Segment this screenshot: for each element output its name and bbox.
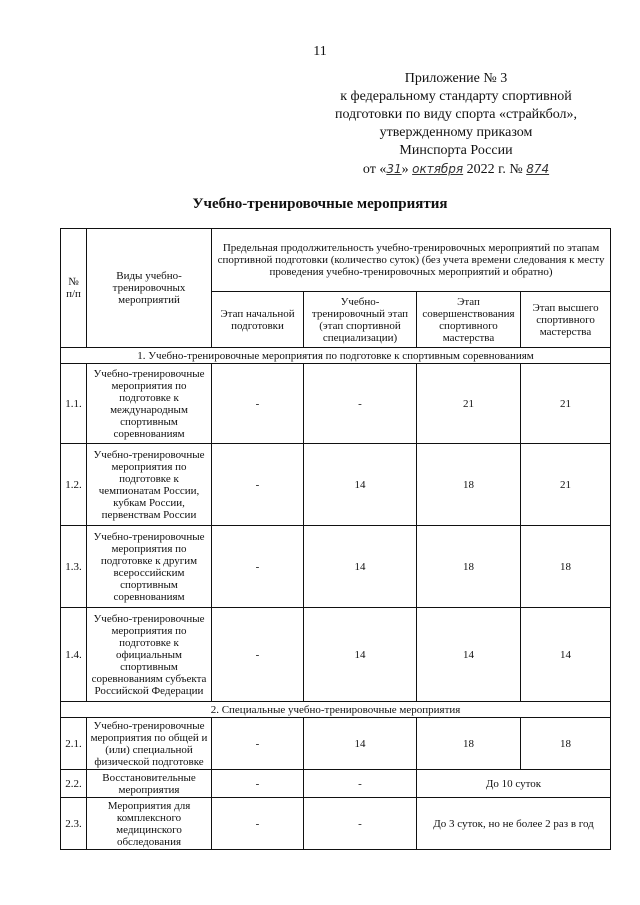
row-name: Восстановительные мероприятия <box>87 770 212 798</box>
row-value: - <box>304 798 417 850</box>
row-value: - <box>212 526 304 608</box>
row-value: - <box>212 608 304 702</box>
row-value: - <box>212 444 304 526</box>
header-stage-3: Этап совершенствования спортивного мастерства <box>417 292 521 348</box>
appendix-line-4: утвержденному приказом <box>379 125 533 140</box>
header-stage-2: Учебно-тренировочный этап (этап спортивной специализации) <box>304 292 417 348</box>
row-name: Мероприятия для комплексного медицинского обследования <box>87 798 212 850</box>
row-value: - <box>212 798 304 850</box>
row-value: 14 <box>304 526 417 608</box>
row-merged-value: До 3 суток, но не более 2 раз в год <box>417 798 611 850</box>
row-value: 18 <box>417 444 521 526</box>
row-value: - <box>212 770 304 798</box>
date-month: октября <box>412 162 464 176</box>
row-value: 18 <box>417 526 521 608</box>
row-name: Учебно-тренировочные мероприятия по подготовке к другим всероссийским спортивным соревнованиям <box>87 526 212 608</box>
date-mid: » <box>401 162 413 177</box>
table-row <box>61 526 611 608</box>
row-num: 2.3. <box>61 798 87 850</box>
row-value: 14 <box>304 608 417 702</box>
header-stage-1: Этап начальной подготовки <box>212 292 304 348</box>
table-row <box>61 718 611 770</box>
section-2-title: 2. Специальные учебно-тренировочные мероприятия <box>61 702 611 718</box>
row-merged-value: До 10 суток <box>417 770 611 798</box>
page-number: 11 <box>313 44 327 59</box>
date-prefix: от « <box>362 162 387 177</box>
row-num: 1.1. <box>61 364 87 444</box>
appendix-line-3: подготовки по виду спорта «страйкбол», <box>334 107 578 122</box>
row-value: - <box>304 364 417 444</box>
header-type: Виды учебно-тренировочных мероприятий <box>87 229 212 348</box>
appendix-header <box>306 70 606 179</box>
row-value: 18 <box>417 718 521 770</box>
header-group: Предельная продолжительность учебно-тренировочных мероприятий по этапам спортивной подготовки (количество суток) (без учета времени следования к месту проведения учебно-тренировочных мероприятий и обратно) <box>212 229 611 292</box>
training-table <box>60 228 611 850</box>
row-name: Учебно-тренировочные мероприятия по подготовке к международным спортивным соревнованиям <box>87 364 212 444</box>
row-value: 14 <box>521 608 611 702</box>
table-row <box>61 364 611 444</box>
table-row <box>61 798 611 850</box>
header-num: № п/п <box>61 229 87 348</box>
row-name: Учебно-тренировочные мероприятия по подготовке к чемпионатам России, кубкам России, первенствам России <box>87 444 212 526</box>
appendix-line-1: Приложение № 3 <box>404 71 508 86</box>
row-num: 1.4. <box>61 608 87 702</box>
row-value: 18 <box>521 526 611 608</box>
order-date-line <box>306 160 606 179</box>
row-name: Учебно-тренировочные мероприятия по подготовке к официальным спортивным соревнованиям субъекта Российской Федерации <box>87 608 212 702</box>
row-num: 2.1. <box>61 718 87 770</box>
table-row <box>61 444 611 526</box>
row-num: 1.3. <box>61 526 87 608</box>
appendix-line-2: к федеральному стандарту спортивной <box>340 89 572 104</box>
row-value: - <box>212 718 304 770</box>
row-value: 14 <box>304 444 417 526</box>
row-value: 14 <box>417 608 521 702</box>
row-value: 21 <box>521 444 611 526</box>
table-row <box>61 770 611 798</box>
row-value: 21 <box>417 364 521 444</box>
table-row <box>61 608 611 702</box>
row-value: 18 <box>521 718 611 770</box>
order-number: 874 <box>526 162 550 176</box>
date-year: 2022 г. № <box>463 162 527 177</box>
row-num: 1.2. <box>61 444 87 526</box>
row-num: 2.2. <box>61 770 87 798</box>
appendix-line-5: Минспорта России <box>399 143 513 158</box>
row-value: - <box>304 770 417 798</box>
page-title: Учебно-тренировочные мероприятия <box>192 196 448 212</box>
row-value: 21 <box>521 364 611 444</box>
section-1-title: 1. Учебно-тренировочные мероприятия по подготовке к спортивным соревнованиям <box>61 348 611 364</box>
row-value: - <box>212 364 304 444</box>
header-stage-4: Этап высшего спортивного мастерства <box>521 292 611 348</box>
date-day: 31 <box>386 162 402 176</box>
row-name: Учебно-тренировочные мероприятия по общей и (или) специальной физической подготовке <box>87 718 212 770</box>
row-value: 14 <box>304 718 417 770</box>
